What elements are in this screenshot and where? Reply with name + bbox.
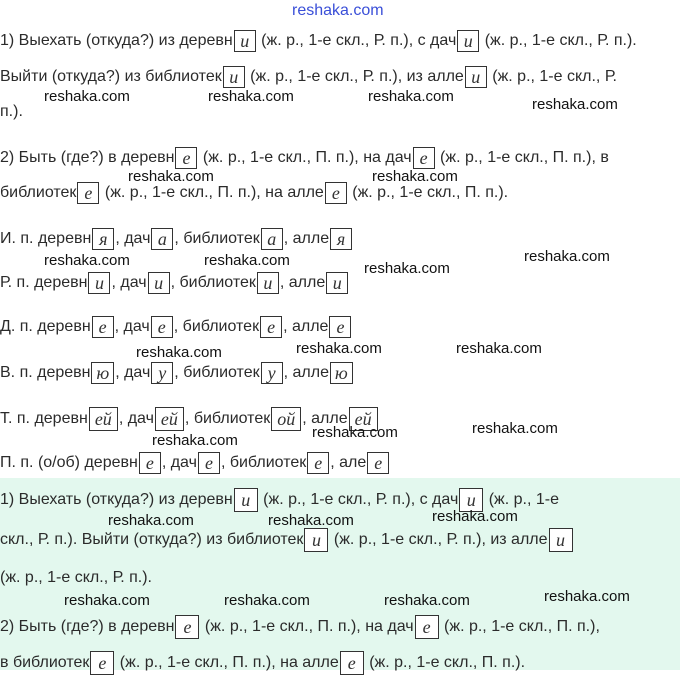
ending-box: ой (271, 407, 301, 431)
watermark: reshaka.com (108, 512, 194, 529)
watermark: reshaka.com (44, 252, 130, 269)
ending-box: и (549, 528, 573, 552)
declension-row-prepositional (0, 452, 390, 474)
sentence-text: (ж. р., 1-е скл., Р. п.). (0, 569, 152, 586)
sentence-text: (ж. р., 1-е скл., П. п.). (364, 654, 526, 671)
ending-box: ей (155, 407, 184, 431)
ending-box: и (88, 272, 110, 294)
declension-row-dative (0, 316, 352, 338)
word-text: , библиотек (173, 318, 260, 335)
sentence-text: 2) Быть (где?) в деревн (0, 618, 175, 635)
declension-row-nominative (0, 228, 353, 250)
ending-box: е (139, 452, 161, 474)
watermark: reshaka.com (432, 508, 518, 525)
sentence-text: 1) Выехать (откуда?) из деревн (0, 491, 233, 508)
sentence-text: п.). (0, 103, 23, 120)
watermark: reshaka.com (312, 424, 398, 441)
watermark: reshaka.com (368, 88, 454, 105)
case-label: П. п. (о/об) деревн (0, 454, 138, 471)
watermark: reshaka.com (524, 248, 610, 265)
sentence-text: (ж. р., 1-е скл., Р. п.), с дач (256, 32, 457, 49)
ending-box: у (151, 362, 173, 384)
ending-box: и (326, 272, 348, 294)
ending-box: и (457, 30, 479, 52)
word-text: , библиотек (174, 230, 260, 247)
declension-row-accusative (0, 362, 354, 384)
ending-box: е (77, 182, 99, 204)
word-text: , дач (115, 230, 151, 247)
sentence-text: (ж. р., 1-е скл., Р. п.). (480, 32, 637, 49)
watermark: reshaka.com (136, 344, 222, 361)
case-label: В. п. деревн (0, 364, 91, 381)
sentence-text: (ж. р., 1-е скл., Р. (487, 68, 617, 85)
site-link[interactable]: reshaka.com (292, 2, 384, 19)
ending-box: е (90, 651, 114, 675)
word-text: , дач (114, 318, 150, 335)
ending-box: ю (330, 362, 353, 384)
watermark: reshaka.com (128, 168, 214, 185)
ending-box: е (325, 182, 347, 204)
word-text: , алле (283, 318, 329, 335)
ending-box: е (329, 316, 351, 338)
word-text: , алле (283, 364, 329, 381)
word-text: , дач (115, 364, 151, 381)
word-text: , алле (283, 230, 330, 247)
word-text: , дач (111, 274, 147, 291)
watermark: reshaka.com (544, 588, 630, 605)
ending-box: и (304, 528, 328, 552)
ending-box: и (148, 272, 170, 294)
ending-box: е (260, 316, 282, 338)
watermark: reshaka.com (372, 168, 458, 185)
answer-sentence-2 (0, 615, 600, 639)
ending-box: и (223, 66, 245, 88)
word-text: , алле (279, 274, 326, 291)
sentence-text: (ж. р., 1-е скл., Р. п.), с дач (258, 491, 459, 508)
sentence-2-continued (0, 182, 508, 204)
ending-box: е (151, 316, 173, 338)
ending-box: ей (349, 407, 378, 431)
sentence-text: (ж. р., 1-е скл., П. п.), на алле (115, 654, 339, 671)
ending-box: е (367, 452, 389, 474)
ending-box: и (234, 30, 256, 52)
ending-box: е (413, 147, 435, 169)
watermark: reshaka.com (44, 88, 130, 105)
sentence-text: (ж. р., 1-е (484, 491, 560, 508)
watermark: reshaka.com (64, 592, 150, 609)
ending-box: ей (89, 407, 118, 431)
ending-box: а (261, 228, 283, 250)
sentence-text: библиотек (0, 184, 77, 201)
ending-box: и (465, 66, 487, 88)
word-text: , дач (118, 410, 154, 427)
sentence-1 (0, 30, 637, 52)
ending-box: и (257, 272, 279, 294)
sentence-text: Выйти (откуда?) из библиотек (0, 68, 222, 85)
answer-sentence-2-continued (0, 651, 525, 675)
answer-sentence-1-end (0, 567, 152, 589)
watermark: reshaka.com (384, 592, 470, 609)
sentence-text: (ж. р., 1-е скл., П. п.), на дач (200, 618, 414, 635)
sentence-text: (ж. р., 1-е скл., П. п.), на дач (198, 149, 412, 166)
watermark: reshaka.com (456, 340, 542, 357)
case-label: И. п. деревн (0, 230, 92, 247)
ending-box: е (198, 452, 220, 474)
watermark: reshaka.com (472, 420, 558, 437)
watermark: reshaka.com (224, 592, 310, 609)
sentence-text: (ж. р., 1-е скл., П. п.), в (435, 149, 609, 166)
word-text: , алле (302, 410, 348, 427)
ending-box: я (92, 228, 114, 250)
watermark: reshaka.com (296, 340, 382, 357)
sentence-text: (ж. р., 1-е скл., Р. п.), из алле (329, 531, 548, 548)
ending-box: е (415, 615, 439, 639)
sentence-text: (ж. р., 1-е скл., П. п.), на алле (100, 184, 324, 201)
ending-box: е (92, 316, 114, 338)
case-label: Т. п. деревн (0, 410, 88, 427)
watermark: reshaka.com (532, 96, 618, 113)
ending-box: е (340, 651, 364, 675)
sentence-text: в библиотек (0, 654, 90, 671)
ending-box: ю (91, 362, 114, 384)
watermark: reshaka.com (204, 252, 290, 269)
sentence-1-end (0, 101, 23, 123)
answer-sentence-1-continued (0, 528, 574, 552)
word-text: , библиотек (174, 364, 260, 381)
watermark: reshaka.com (208, 88, 294, 105)
sentence-text: 1) Выехать (откуда?) из деревн (0, 32, 233, 49)
word-text: , библиотек (184, 410, 271, 427)
sentence-text: (ж. р., 1-е скл., Р. п.), из алле (245, 68, 464, 85)
watermark: reshaka.com (152, 432, 238, 449)
sentence-1-continued (0, 66, 617, 88)
ending-box: у (261, 362, 283, 384)
sentence-text: скл., Р. п.). Выйти (откуда?) из библиотек (0, 531, 304, 548)
word-text: , дач (161, 454, 197, 471)
sentence-2 (0, 147, 609, 169)
ending-box: и (234, 488, 258, 512)
word-text: , библиотек (170, 274, 256, 291)
sentence-text: (ж. р., 1-е скл., П. п.). (347, 184, 509, 201)
case-label: Д. п. деревн (0, 318, 91, 335)
watermark: reshaka.com (364, 260, 450, 277)
word-text: , библиотек (220, 454, 307, 471)
watermark: reshaka.com (268, 512, 354, 529)
sentence-text: (ж. р., 1-е скл., П. п.), (439, 618, 600, 635)
ending-box: е (175, 615, 199, 639)
ending-box: и (459, 488, 483, 512)
ending-box: е (175, 147, 197, 169)
sentence-text: 2) Быть (где?) в деревн (0, 149, 175, 166)
case-label: Р. п. деревн (0, 274, 88, 291)
word-text: , але (330, 454, 367, 471)
ending-box: е (307, 452, 329, 474)
ending-box: я (330, 228, 352, 250)
declension-row-genitive (0, 272, 349, 294)
ending-box: а (151, 228, 173, 250)
